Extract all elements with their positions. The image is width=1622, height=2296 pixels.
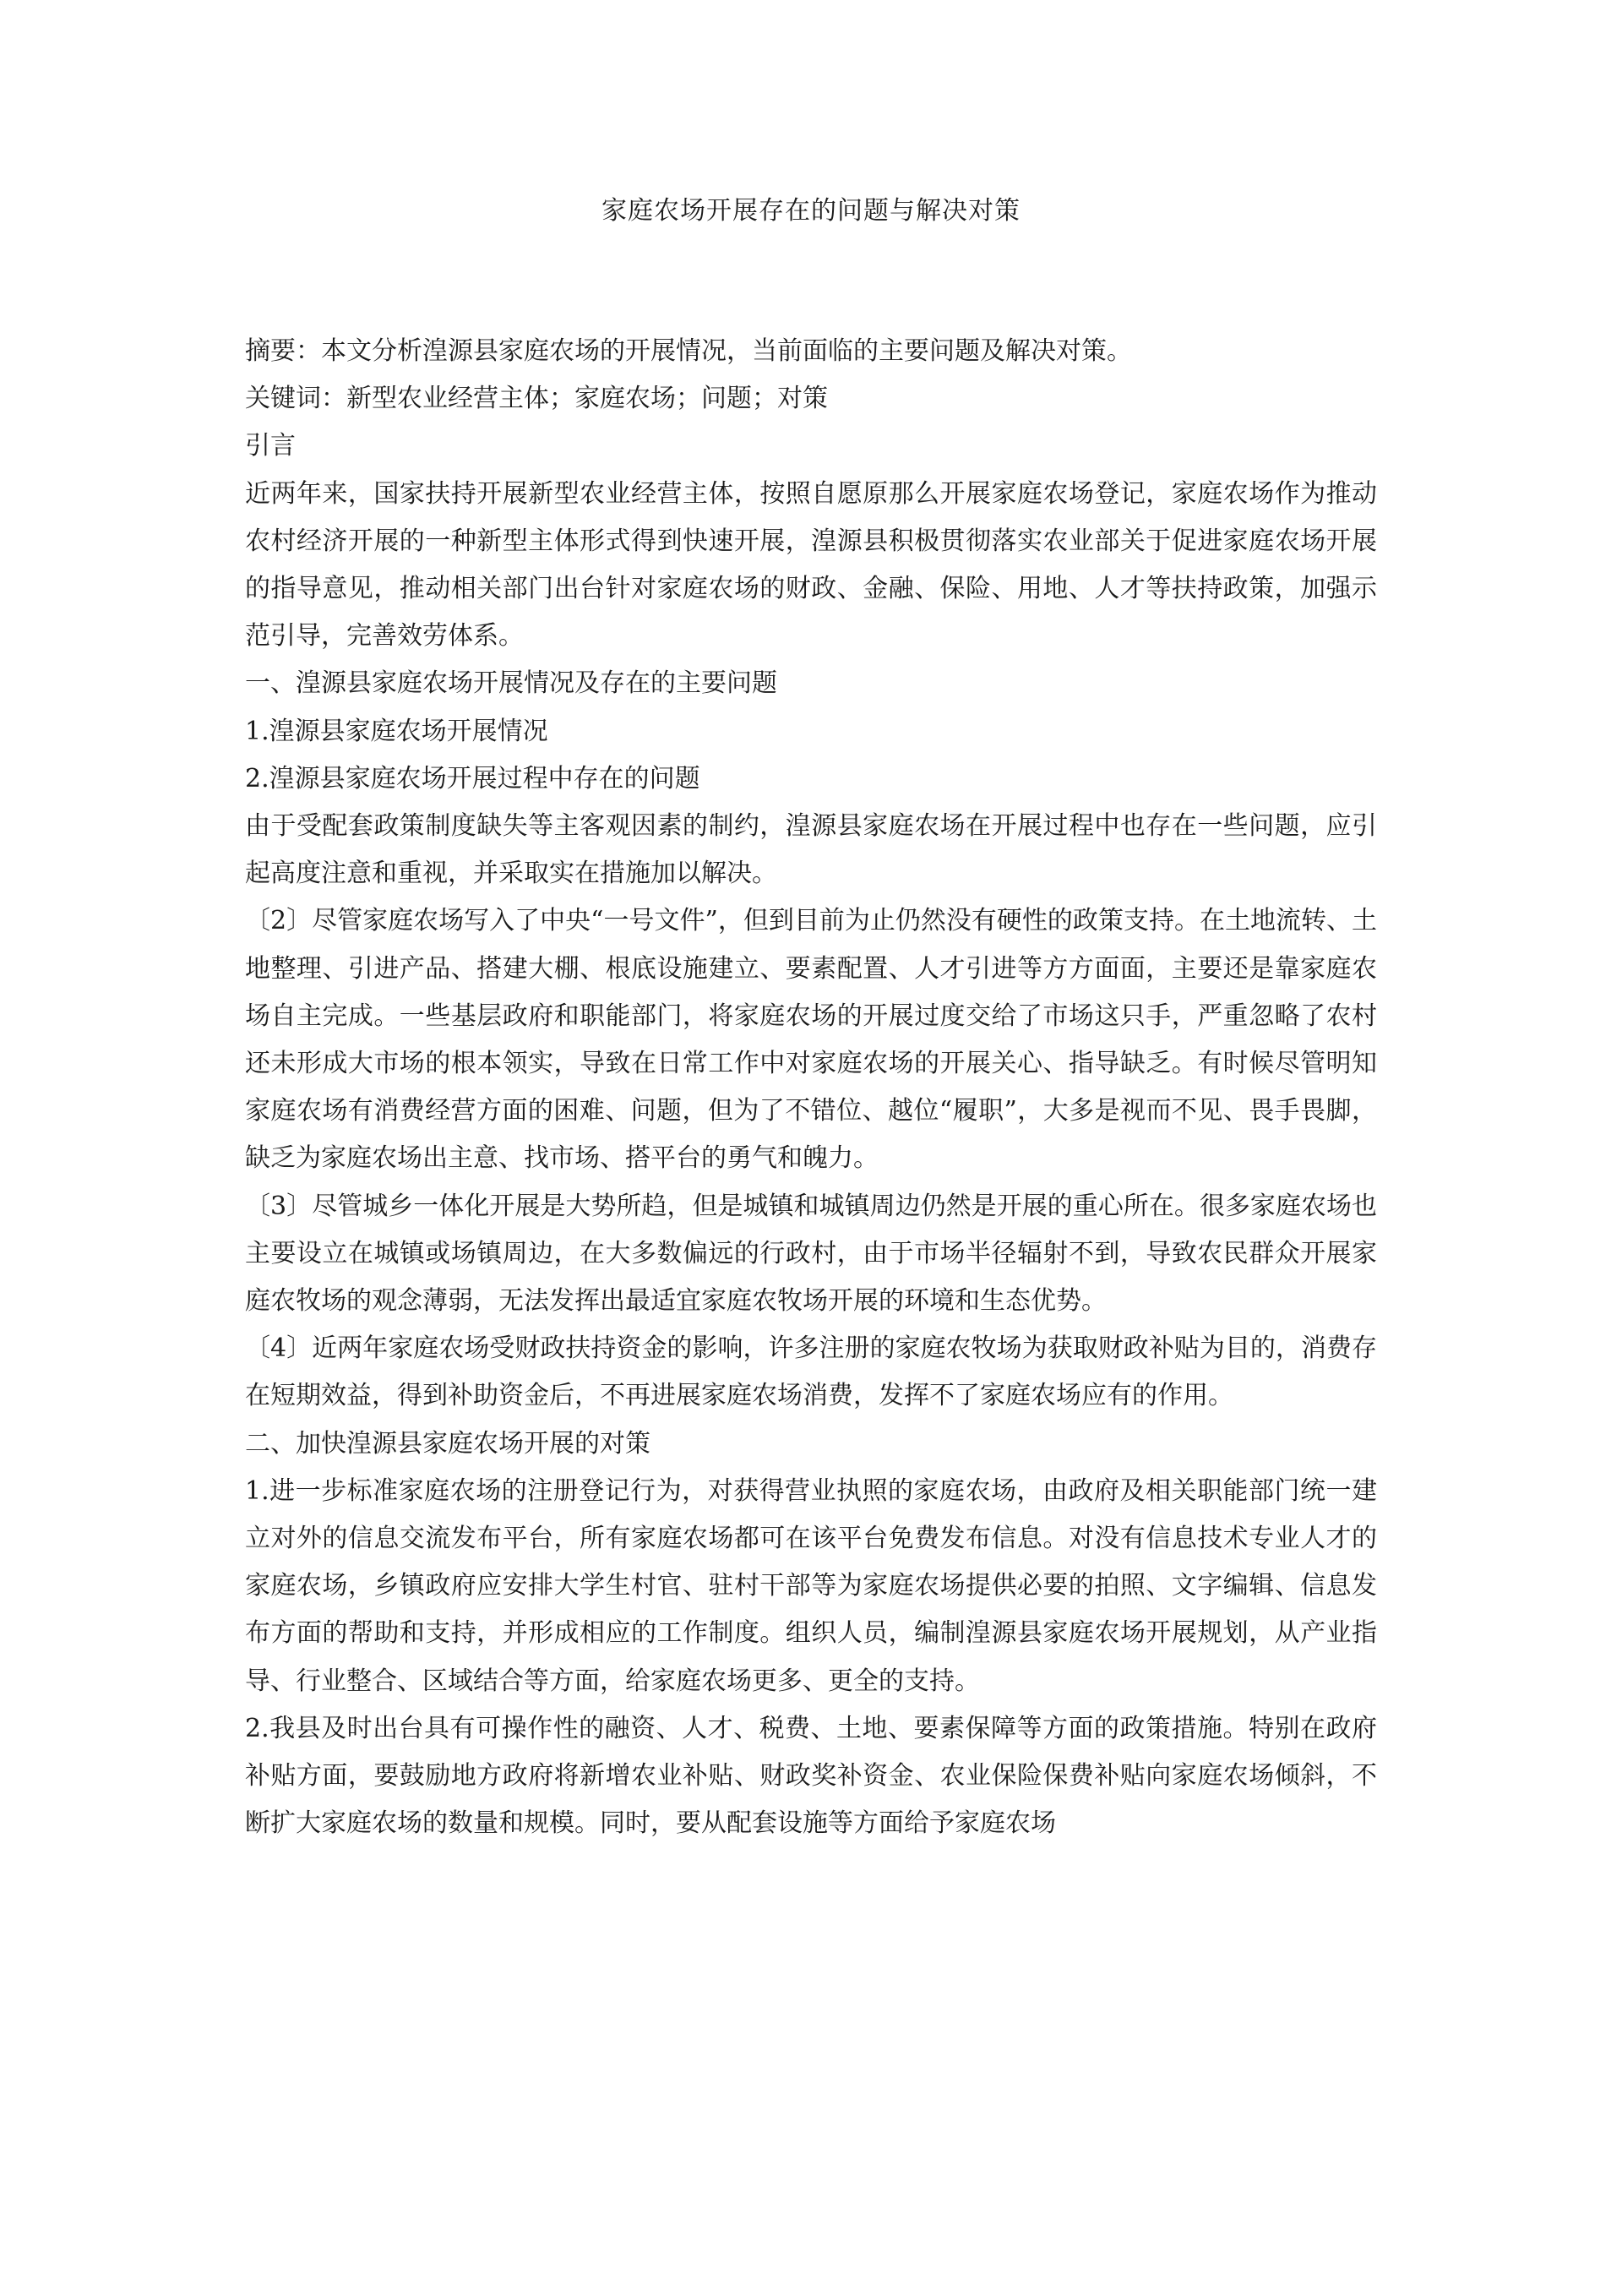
problem-2-paragraph: 〔2〕尽管家庭农场写入了中央“一号文件”，但到目前为止仍然没有硬性的政策支持。在土地流转、土地整理、引进产品、搭建大棚、根底设施建立、要素配置、人才引进等方方面面，主要还是靠家庭农场自主完成。一些基层政府和职能部门，将家庭农场的开展过度交给了市场这只手，严重忽略了农村还未形成大市场的根本领实，导致在日常工作中对家庭农场的开展关心、指导缺乏。有时候尽管明知家庭农场有消费经营方面的困难、问题，但为了不错位、越位“履职”，大多是视而不见、畏手畏脚，缺乏为家庭农场出主意、找市场、搭平台的勇气和魄力。 <box>245 906 1377 1174</box>
subsection-2-heading: 2.湟源县家庭农场开展过程中存在的问题 <box>245 763 700 794</box>
introduction-paragraph: 近两年来，国家扶持开展新型农业经营主体，按照自愿原那么开展家庭农场登记，家庭农场作为推动农村经济开展的一种新型主体形式得到快速开展，湟源县积极贯彻落实农业部关于促进家庭农场开展的指导意见，推动相关部门出台针对家庭农场的财政、金融、保险、用地、人才等扶持政策，加强示范引导，完善效劳体系。 <box>245 478 1377 652</box>
introduction-heading: 引言 <box>245 431 296 461</box>
problem-3-paragraph: 〔3〕尽管城乡一体化开展是大势所趋，但是城镇和城镇周边仍然是开展的重心所在。很多家庭农场也主要设立在城镇或场镇周边，在大多数偏远的行政村，由于市场半径辐射不到，导致农民群众开展家庭农牧场的观念薄弱，无法发挥出最适宜家庭农牧场开展的环境和生态优势。 <box>245 1191 1377 1317</box>
keywords-paragraph: 关键词：新型农业经营主体；家庭农场；问题；对策 <box>245 384 828 414</box>
section-one-heading: 一、湟源县家庭农场开展情况及存在的主要问题 <box>245 668 777 699</box>
abstract-paragraph: 摘要：本文分析湟源县家庭农场的开展情况，当前面临的主要问题及解决对策。 <box>245 336 1132 366</box>
document-title: 家庭农场开展存在的问题与解决对策 <box>601 196 1021 226</box>
subsection-1-heading: 1.湟源县家庭农场开展情况 <box>245 716 548 746</box>
countermeasure-1-paragraph: 1.进一步标准家庭农场的注册登记行为，对获得营业执照的家庭农场，由政府及相关职能部门统一建立对外的信息交流发布平台，所有家庭农场都可在该平台免费发布信息。对没有信息技术专业人才的家庭农场，乡镇政府应安排大学生村官、驻村干部等为家庭农场提供必要的拍照、文字编辑、信息发布方面的帮助和支持，并形成相应的工作制度。组织人员，编制湟源县家庭农场开展规划，从产业指导、行业整合、区域结合等方面，给家庭农场更多、更全的支持。 <box>245 1475 1377 1696</box>
countermeasure-2-paragraph: 2.我县及时出台具有可操作性的融资、人才、税费、土地、要素保障等方面的政策措施。特别在政府补贴方面，要鼓励地方政府将新增农业补贴、财政奖补资金、农业保险保费补贴向家庭农场倾斜，不断扩大家庭农场的数量和规模。同时，要从配套设施等方面给予家庭农场 <box>245 1713 1377 1839</box>
section-two-heading: 二、加快湟源县家庭农场开展的对策 <box>245 1428 650 1459</box>
problem-4-paragraph: 〔4〕近两年家庭农场受财政扶持资金的影响，许多注册的家庭农牧场为获取财政补贴为目的，消费存在短期效益，得到补助资金后，不再进展家庭农场消费，发挥不了家庭农场应有的作用。 <box>245 1333 1377 1411</box>
problems-intro-paragraph: 由于受配套政策制度缺失等主客观因素的制约，湟源县家庭农场在开展过程中也存在一些问题，应引起高度注意和重视，并采取实在措施加以解决。 <box>245 811 1377 889</box>
document-body <box>245 328 1377 1848</box>
